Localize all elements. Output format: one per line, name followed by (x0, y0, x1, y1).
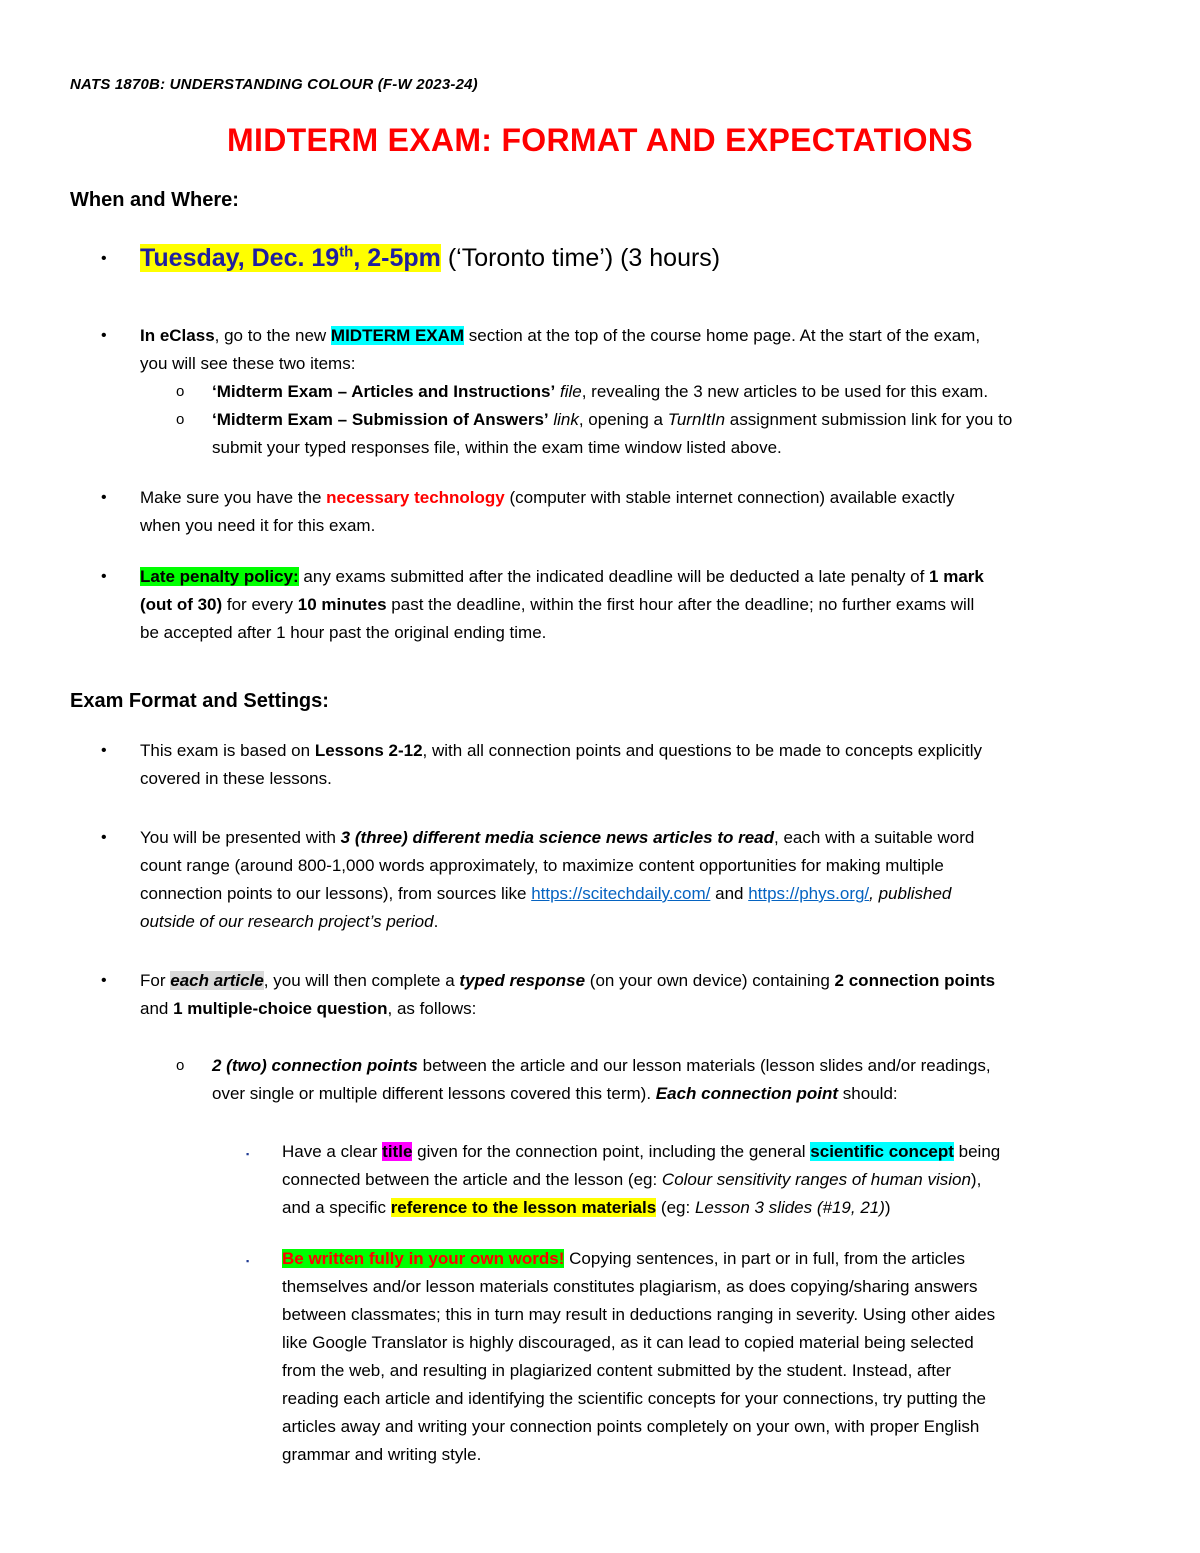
sub-bullet-marker: o (176, 383, 185, 400)
phys-org-link[interactable]: https://phys.org/ (748, 884, 870, 903)
square-bullet-marker: ▪ (246, 1149, 250, 1159)
technology-paragraph: Make sure you have the necessary technology (computer with stable internet connection) available exactly when you need it for this exam. (140, 488, 955, 535)
bullet-marker: • (101, 327, 107, 344)
bullet-marker: • (101, 489, 107, 506)
own-words-paragraph: Be written fully in your own words! Copying sentences, in part or in full, from the articles themselves and/or lesson materials constitutes plagiarism, as does copying/sharing answers between classmates; this in turn may result in deductions ranging in severity. Using other aides like Google Translator is highly discouraged, as it can lead to copied material being selected from the web, and resulting in plagiarized content submitted by the student. Instead, after reading each article and identifying the scientific concepts for your connections, try putting the articles away and writing your connection points completely on your own, with proper English grammar and writing style. (282, 1249, 996, 1464)
item-submission-link: ‘Midterm Exam – Submission of Answers’ link, opening a TurnItIn assignment submission link for you to submit your typed responses file, within the exam time window listed above. (212, 410, 1013, 457)
bullet-marker: • (101, 742, 107, 759)
each-article-paragraph: For each article, you will then complete a typed response (on your own device) containing 2 connection points and 1 multiple-choice question, as follows: (140, 971, 996, 1018)
lessons-paragraph: This exam is based on Lessons 2-12, with all connection points and questions to be made to concepts explicitly covered in these lessons. (140, 741, 982, 788)
sub-bullet-marker: o (176, 411, 185, 428)
scientific-concept-highlight: scientific concept (810, 1142, 954, 1161)
late-penalty-label: Late penalty policy: (140, 567, 299, 586)
exam-date-line: Tuesday, Dec. 19th, 2-5pm (‘Toronto time’) (3 hours) (140, 243, 721, 272)
connection-points-paragraph: 2 (two) connection points between the article and our lesson materials (lesson slides and/or readings, over single or multiple different lessons covered this term). Each connection point should: (212, 1056, 991, 1103)
late-penalty-paragraph: Late penalty policy: any exams submitted after the indicated deadline will be deducted a late penalty of 1 mark (out of 30) for every 10 minutes past the deadline, within the first hour after the deadline; no further exams will be accepted after 1 hour past the original ending time. (140, 567, 984, 642)
title-requirement-paragraph: Have a clear title given for the connection point, including the general scientific concept being connected between the article and the lesson (eg: Colour sensitivity ranges of human vision), and a specific reference to the lesson materials (eg: Lesson 3 slides (#19, 21)) (282, 1142, 1001, 1217)
sub-bullet-marker: o (176, 1057, 185, 1074)
bullet-marker: • (101, 250, 107, 267)
square-bullet-marker: ▪ (246, 1256, 250, 1266)
item-articles-file: ‘Midterm Exam – Articles and Instructions’ file, revealing the 3 new articles to be used for this exam. (212, 382, 989, 401)
midterm-exam-highlight: MIDTERM EXAM (330, 326, 465, 345)
title-highlight: title (382, 1142, 413, 1161)
section-heading-exam-format: Exam Format and Settings: (70, 690, 329, 712)
own-words-highlight: Be written fully in your own words! (282, 1249, 565, 1268)
section-heading-when-where: When and Where: (70, 189, 239, 211)
necessary-technology-text: necessary technology (326, 488, 505, 507)
eclass-paragraph: In eClass, go to the new MIDTERM EXAM section at the top of the course home page. At the start of the exam, you will see these two items: (140, 326, 981, 373)
bullet-marker: • (101, 829, 107, 846)
lesson-reference-highlight: reference to the lesson materials (390, 1198, 657, 1217)
scitechdaily-link[interactable]: https://scitechdaily.com/ (531, 884, 711, 903)
course-header: NATS 1870B: UNDERSTANDING COLOUR (F-W 2023-24) (70, 76, 478, 93)
page-title: MIDTERM EXAM: FORMAT AND EXPECTATIONS (227, 122, 973, 158)
bullet-marker: • (101, 972, 107, 989)
each-article-highlight: each article (170, 971, 264, 990)
articles-paragraph: You will be presented with 3 (three) different media science news articles to read, each with a suitable word count range (around 800-1,000 words approximately, to maximize content opportunities for making multiple connection points to our lessons), from sources like https://scitechdaily.com/ and https://phys.org/, published outside of our research project’s period. (140, 828, 975, 931)
bullet-marker: • (101, 568, 107, 585)
exam-date-highlight: Tuesday, Dec. 19th, 2-5pm (140, 243, 441, 272)
